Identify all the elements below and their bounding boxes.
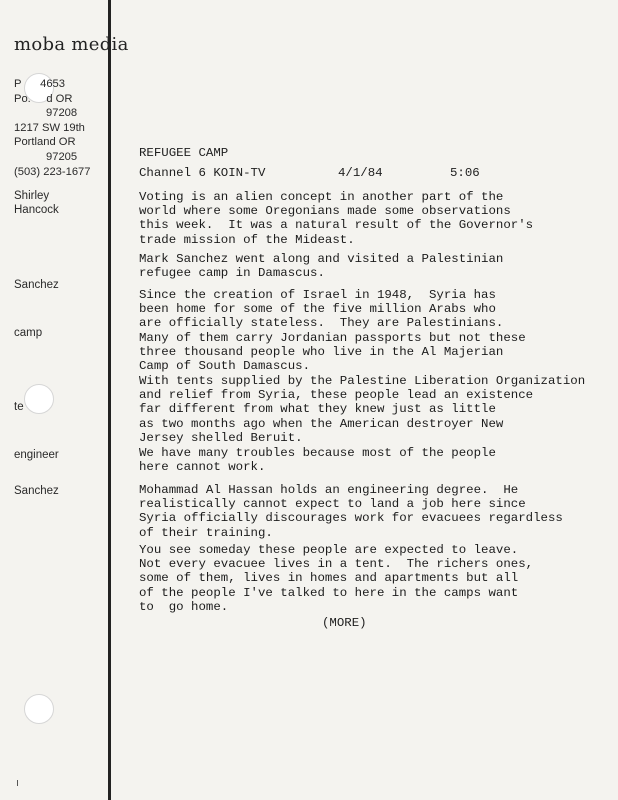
address-line: (503) 223-1677 [14,165,91,178]
script-line: are officially stateless. They are Palestinians. [139,316,504,331]
margin-note-anchor-last: Hancock [14,204,59,216]
address-line: Po. d OR [14,92,73,105]
company-name: moba media [14,34,129,55]
script-line: this week. It was a natural result of the Governor's [139,218,534,233]
script-line: some of them, lives in homes and apartments but all [139,571,519,586]
script-line: world where some Oregonians made some observations [139,204,511,219]
script-line: Many of them carry Jordanian passports but not these [139,330,526,345]
address-line: 1217 SW 19th [14,121,85,134]
script-line: three thousand people who live in the Al Majerian [139,344,504,359]
address-line: Portland OR [14,136,76,149]
more-marker: (MORE) [322,616,367,630]
script-line: Syria officially discourages work for evacuees regardless [139,511,563,526]
paragraph-background [139,288,599,373]
air-date: 4/1/84 [338,166,383,180]
margin-note-reporter-2: Sanchez [14,485,59,497]
margin-rule [108,0,111,800]
paragraph-engineer [139,483,599,540]
script-line: realistically cannot expect to land a job here since [139,497,526,512]
company-address [14,77,91,179]
run-time: 5:06 [450,166,480,180]
address-line: 97205 [46,150,78,163]
script-line: far different from what they knew just as little [139,402,496,417]
script-line: and relief from Syria, these people lead an existence [139,388,534,403]
script-line: Mohammad Al Hassan holds an engineering degree. He [139,483,519,497]
script-line: You see someday these people are expected to leave. [139,543,519,557]
script-line: Not every evacuee lives in a tent. The richers ones, [139,557,534,572]
script-line: We have many troubles because most of the people [139,446,496,460]
paragraph-reporter-intro [139,252,599,280]
margin-note-te: te [14,401,24,413]
script-line: here cannot work. [139,460,266,475]
script-line: refugee camp in Damascus. [139,266,325,281]
script-line: Mark Sanchez went along and visited a Palestinian [139,252,504,266]
station-name: Channel 6 KOIN-TV [139,166,266,180]
script-line: With tents supplied by the Palestine Liberation Organization [139,374,586,388]
paragraph-closing [139,543,599,614]
paragraph-intro [139,190,599,247]
script-line: of the people I've talked to here in the camps want [139,585,519,600]
script-line: Since the creation of Israel in 1948, Syria has [139,288,496,302]
punch-hole-middle [24,384,54,414]
margin-note-engineer: engineer [14,449,59,461]
paragraph-tents [139,374,599,445]
margin-note-reporter: Sanchez [14,279,59,291]
script-line: trade mission of the Mideast. [139,232,355,247]
address-line: P 4653 [14,78,65,90]
page-mark [17,780,18,786]
margin-note-camp: camp [14,327,43,339]
script-line: as two months ago when the American destroyer New [139,416,504,431]
script-line: of their training. [139,525,273,540]
paragraph-quote [139,446,599,474]
address-line: 97208 [46,107,78,120]
script-line: Camp of South Damascus. [139,359,311,374]
script-line: been home for some of the five million Arabs who [139,302,496,317]
script-line: to go home. [139,599,229,614]
script-line: Jersey shelled Beruit. [139,430,303,445]
story-title: REFUGEE CAMP [139,146,229,160]
margin-note-anchor-first: Shirley [14,190,50,202]
punch-hole-bottom [24,694,54,724]
script-line: Voting is an alien concept in another part of the [139,190,504,204]
